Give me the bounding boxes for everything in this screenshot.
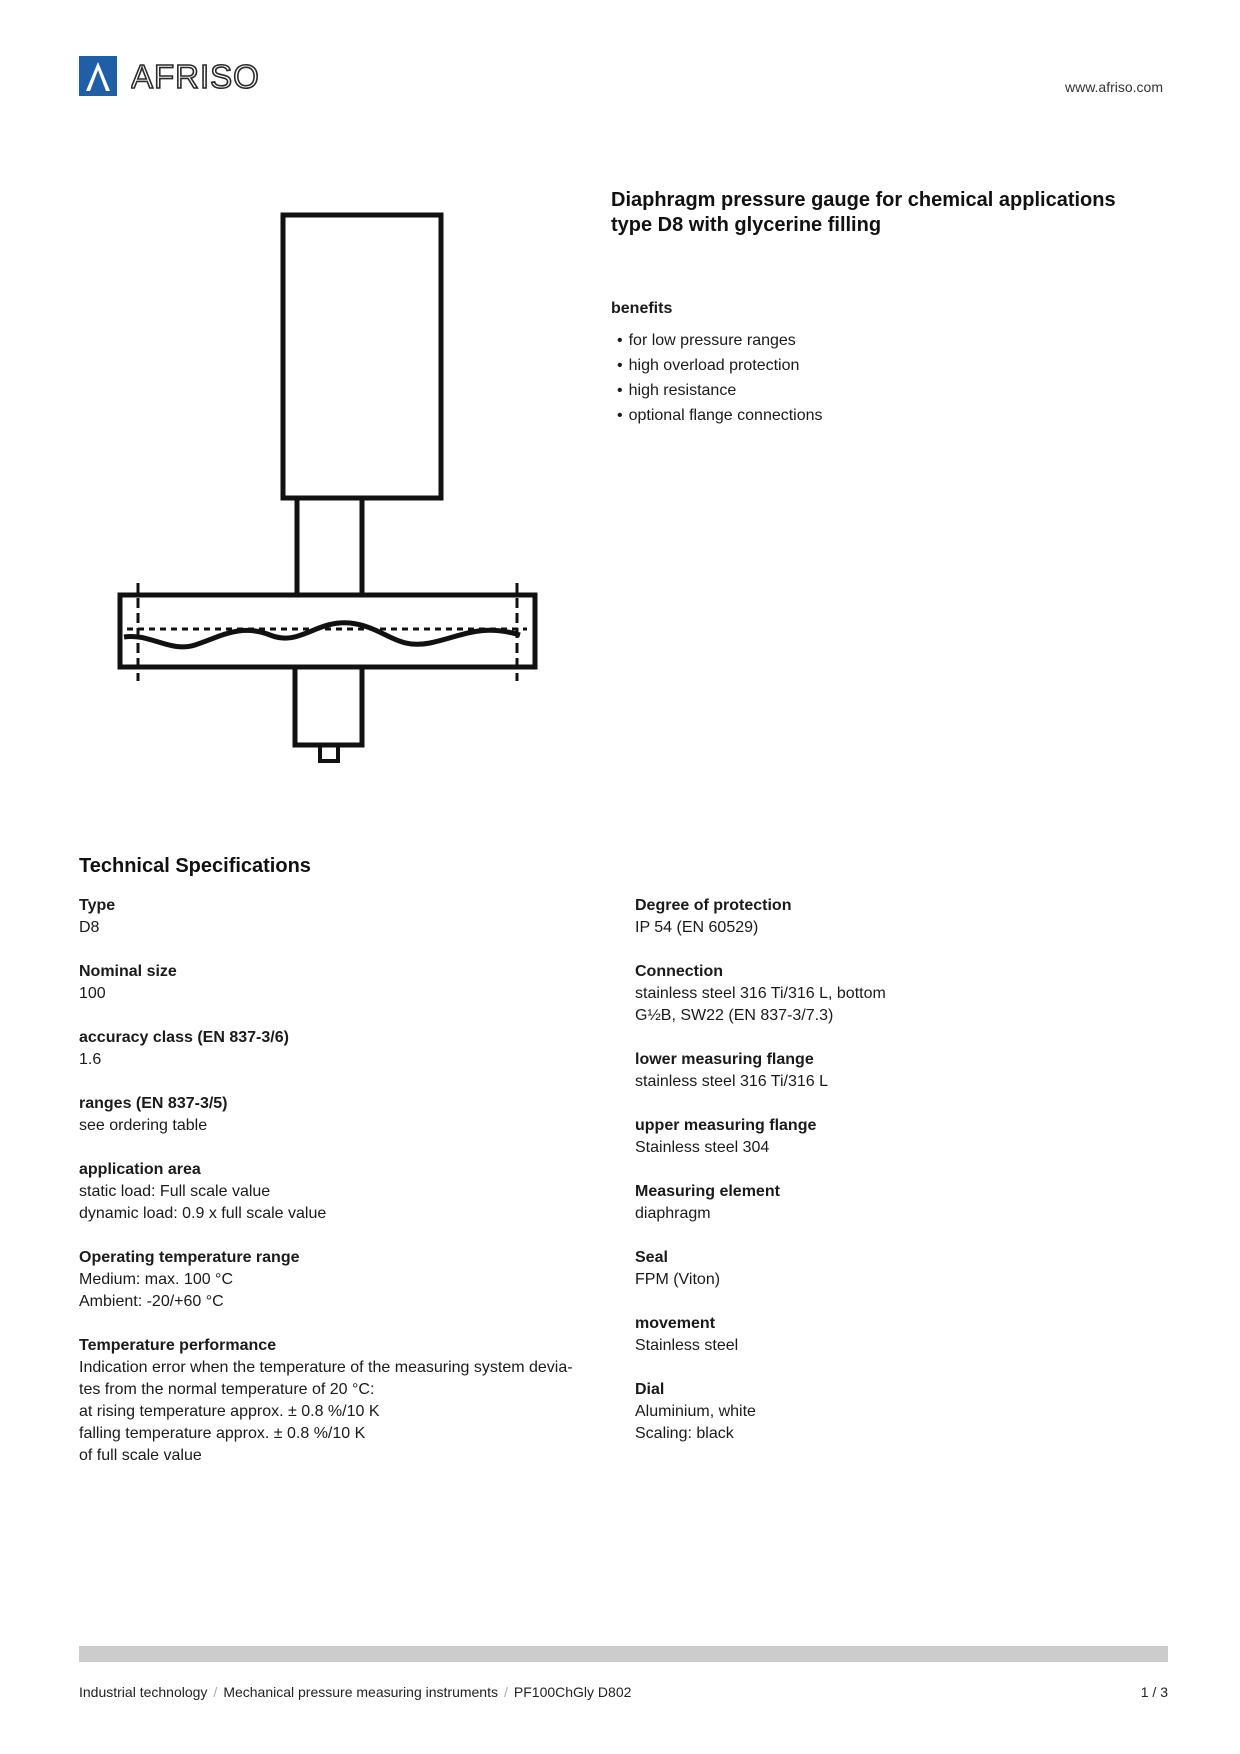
benefit-item: • optional flange connections [611,403,1131,428]
specs-heading: Technical Specifications [79,855,311,877]
spec-value: of full scale value [79,1447,202,1464]
breadcrumb [79,1684,631,1700]
website-link[interactable]: www.afriso.com [1064,79,1163,95]
benefit-item: • high overload protection [611,353,1131,378]
breadcrumb-document-code: PF100ChGly D802 [513,1684,632,1700]
spec-value: stainless steel 316 Ti/316 L, bottom [635,985,886,1002]
spec-label: movement [635,1315,716,1332]
spec-degree-of-protection [635,895,1165,939]
benefits-list [611,328,1131,428]
spec-label: lower measuring flange [635,1051,814,1068]
gauge-technical-drawing [110,205,560,785]
afriso-logo [79,55,309,97]
spec-value: D8 [79,919,100,936]
spec-label: Dial [635,1381,665,1398]
spec-value: Medium: max. 100 °C [79,1271,234,1288]
spec-label: Degree of protection [635,897,792,914]
spec-operating-temperature [79,1247,609,1313]
spec-value: Ambient: -20/+60 °C [79,1293,224,1310]
spec-value: Stainless steel 304 [635,1139,770,1156]
product-title [611,188,1171,238]
footer [79,1684,1168,1700]
spec-value: G½B, SW22 (EN 837-3/7.3) [635,1007,834,1024]
spec-value: Aluminium, white [635,1403,756,1420]
spec-value: diaphragm [635,1205,711,1222]
product-title-line1: Diaphragm pressure gauge for chemical applications [611,189,1116,211]
afriso-wordmark [131,60,301,92]
spec-label: ranges (EN 837-3/5) [79,1095,228,1112]
spec-value: static load: Full scale value [79,1183,271,1200]
spec-upper-flange [635,1115,1165,1159]
afriso-logo-mark-icon [79,56,117,96]
spec-value: see ordering table [79,1117,208,1134]
footer-divider-bar [79,1646,1168,1662]
spec-label: Connection [635,963,723,980]
spec-value: Stainless steel [635,1337,739,1354]
spec-value: Indication error when the temperature of the measuring system devia- [79,1359,573,1376]
specs-left-column [79,895,609,1489]
spec-value: IP 54 (EN 60529) [635,919,759,936]
breadcrumb-mechanical-pressure[interactable]: Mechanical pressure measuring instruments [223,1684,498,1700]
spec-value: 100 [79,985,106,1002]
spec-label: Nominal size [79,963,177,980]
spec-temperature-performance [79,1335,609,1467]
spec-label: Temperature performance [79,1337,277,1354]
spec-measuring-element [635,1181,1165,1225]
spec-movement [635,1313,1165,1357]
spec-label: application area [79,1161,201,1178]
spec-nominal-size [79,961,609,1005]
spec-value: falling temperature approx. ± 0.8 %/10 K [79,1425,366,1442]
spec-dial [635,1379,1165,1445]
svg-text:AFRISO: AFRISO [131,60,260,92]
spec-ranges [79,1093,609,1137]
spec-value: dynamic load: 0.9 x full scale value [79,1205,327,1222]
spec-value: at rising temperature approx. ± 0.8 %/10 K [79,1403,380,1420]
benefits-section [611,300,1131,428]
spec-label: accuracy class (EN 837-3/6) [79,1029,289,1046]
breadcrumb-separator: / [213,1684,218,1700]
spec-seal [635,1247,1165,1291]
benefit-item: • for low pressure ranges [611,328,1131,353]
spec-value: Scaling: black [635,1425,734,1442]
spec-value: 1.6 [79,1051,102,1068]
spec-accuracy-class [79,1027,609,1071]
spec-label: Seal [635,1249,668,1266]
spec-label: Type [79,897,116,914]
spec-application-area [79,1159,609,1225]
breadcrumb-industrial-technology[interactable]: Industrial technology [79,1684,208,1700]
page-number: 1 / 3 [1140,1684,1168,1700]
spec-label: Measuring element [635,1183,780,1200]
spec-value: FPM (Viton) [635,1271,721,1288]
benefits-heading: benefits [611,300,673,317]
benefit-item: • high resistance [611,378,1131,403]
spec-type [79,895,609,939]
product-title-line2: type D8 with glycerine filling [611,214,882,236]
spec-value: tes from the normal temperature of 20 °C: [79,1381,375,1398]
breadcrumb-separator: / [504,1684,508,1700]
spec-lower-flange [635,1049,1165,1093]
spec-connection [635,961,1165,1027]
spec-value: stainless steel 316 Ti/316 L [635,1073,829,1090]
spec-label: upper measuring flange [635,1117,817,1134]
specs-right-column [635,895,1165,1467]
spec-label: Operating temperature range [79,1249,300,1266]
